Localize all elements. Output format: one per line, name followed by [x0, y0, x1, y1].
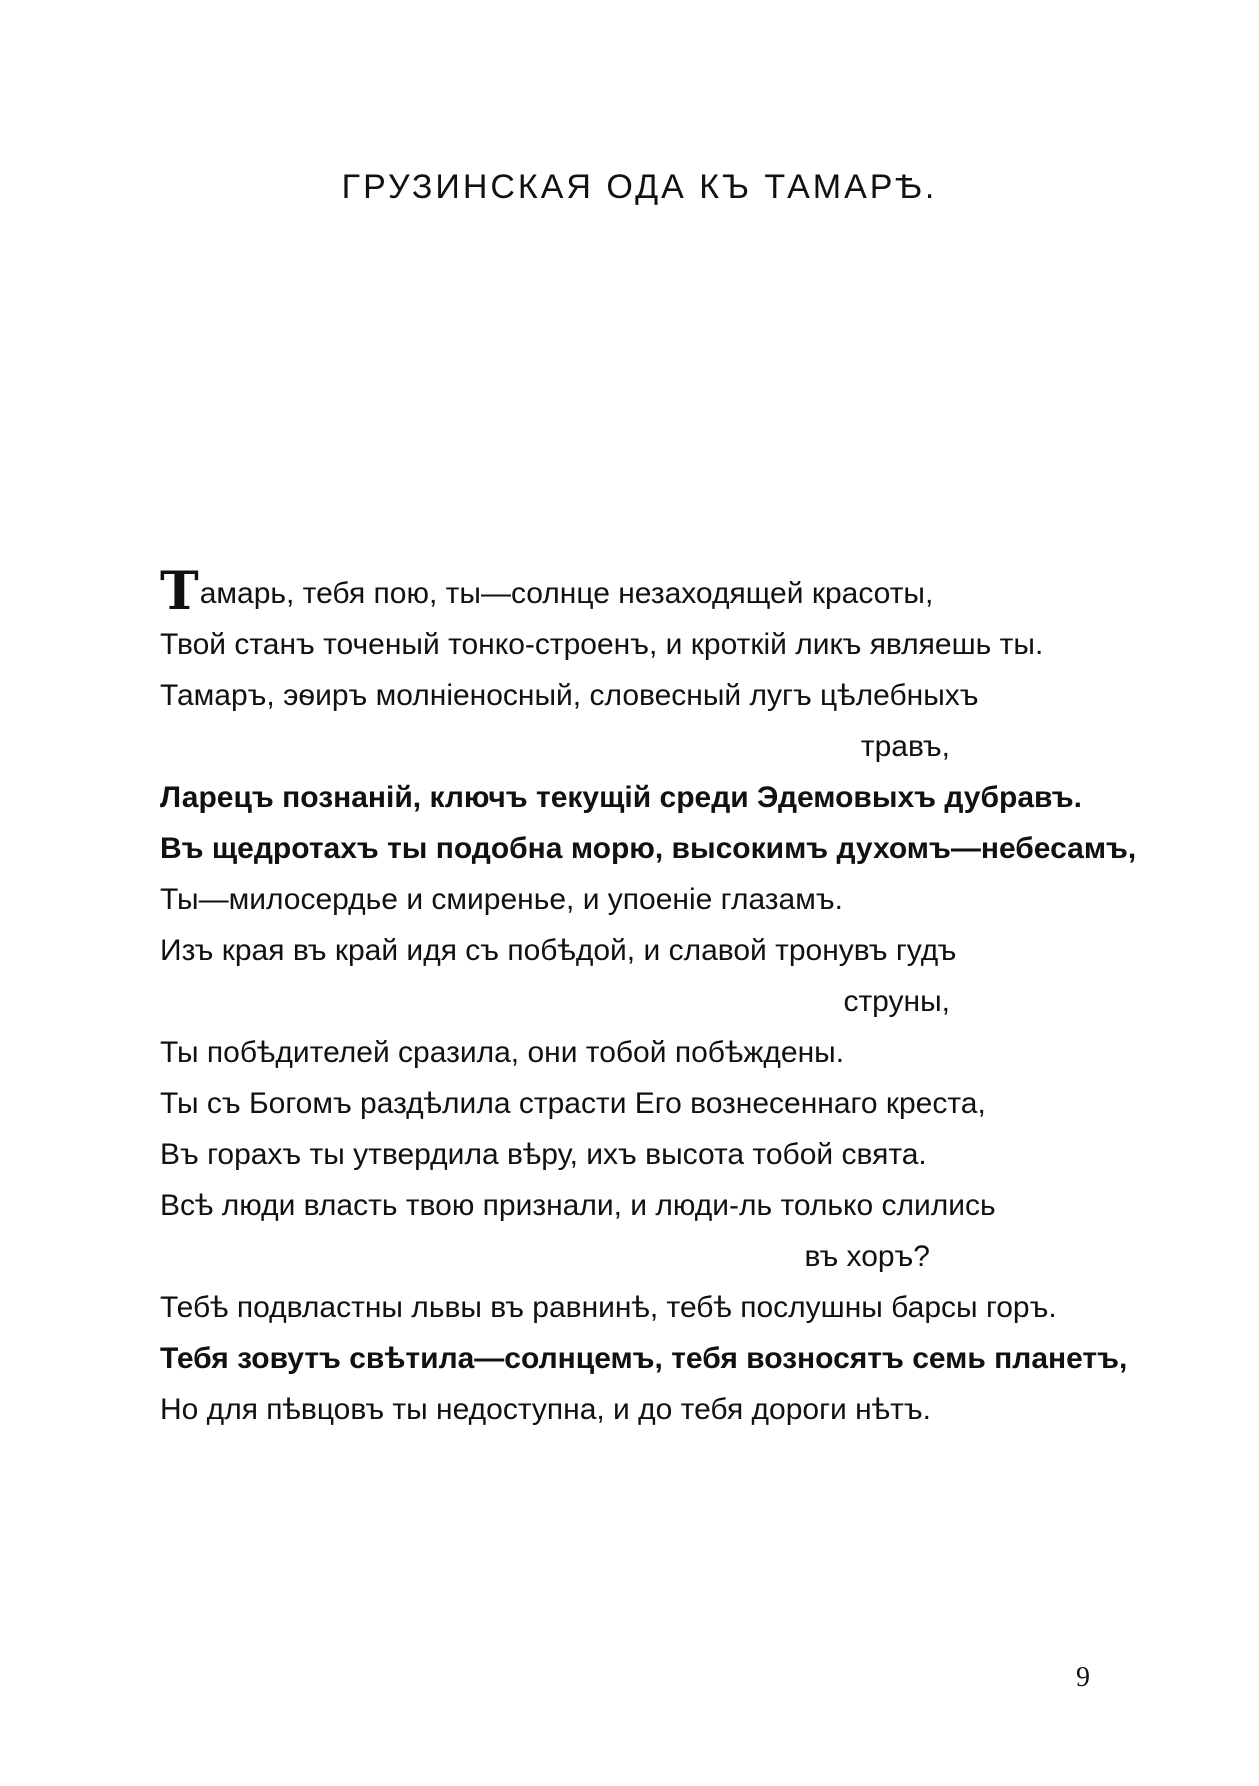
poem-line: Ты побѣдителей сразила, они тобой побѣждены.	[160, 1036, 845, 1069]
page-number: 9	[1076, 1662, 1090, 1693]
poem-line: Всѣ люди власть твою признали, и люди-ль только слились	[160, 1189, 996, 1222]
poem-title: ГРУЗИНСКАЯ ОДА КЪ ТАМАРѢ.	[341, 168, 938, 206]
poem-line	[160, 561, 1100, 622]
poem-line: Тебѣ подвластны львы въ равнинѣ, тебѣ послушны барсы горъ.	[160, 1291, 1057, 1324]
poem-body	[160, 561, 1137, 1435]
poem-line: Твой станъ точеный тонко-строенъ, и кроткій ликъ являешь ты.	[160, 628, 1044, 661]
poem-line: Ларецъ познаній, ключъ текущій среди Эдемовыхъ дубравъ.	[160, 781, 1082, 814]
drop-cap: Т	[160, 561, 199, 622]
poem-line: Но для пѣвцовъ ты недоступна, и до тебя дороги нѣтъ.	[160, 1393, 931, 1426]
poem-line: Ты съ Богомъ раздѣлила страсти Его вознесеннаго креста,	[160, 1087, 986, 1120]
poem-line: Тебя зовутъ свѣтила—солнцемъ, тебя возносятъ семь планетъ,	[160, 1342, 1128, 1375]
poem-line-text: амарь, тебя пою, ты—солнце незаходящей красоты,	[199, 577, 934, 610]
poem-line-continuation: струны,	[843, 985, 950, 1018]
poem-line: Въ горахъ ты утвердила вѣру, ихъ высота тобой свята.	[160, 1138, 927, 1171]
poem-line: Въ щедротахъ ты подобна морю, высокимъ духомъ—небесамъ,	[160, 832, 1137, 865]
poem-line: Ты—милосердье и смиренье, и упоеніе глазамъ.	[160, 883, 843, 916]
poem-line: Изъ края въ край идя съ побѣдой, и славой тронувъ гудъ	[160, 934, 957, 967]
poem-line-continuation: въ хоръ?	[804, 1240, 930, 1273]
poem-line-continuation: травъ,	[860, 730, 950, 763]
poem-line: Тамаръ, эѳиръ молніеносный, словесный лугъ цѣлебныхъ	[160, 679, 979, 712]
